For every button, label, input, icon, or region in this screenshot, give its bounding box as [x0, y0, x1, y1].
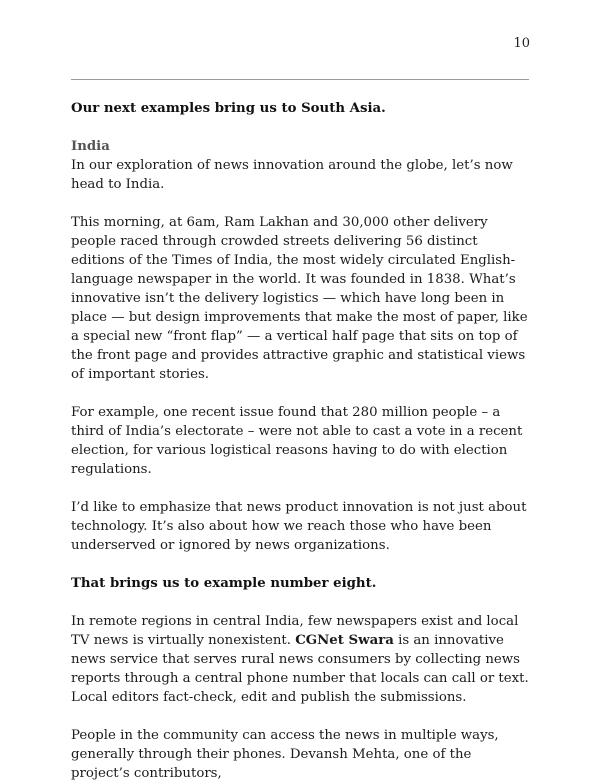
paragraph-cgnet-text-before: In remote regions in central India, few newspapers exist and local TV news is virtually nonexistent. [71, 614, 519, 648]
section-heading-south-asia: Our next examples bring us to South Asia. [71, 101, 386, 116]
paragraph-community-access: People in the community can access the news in multiple ways, generally through their phones. Devansh Mehta, one of the project’s contributors, [71, 728, 499, 781]
paragraph-cgnet-swara [71, 612, 533, 707]
page-number: 10 [513, 36, 530, 51]
cgnet-swara-name: CGNet Swara [295, 633, 394, 648]
paragraph-cgnet-text-after: is an innovative news service that serves rural news consumers by collecting news reports through a central phone number that locals can call or text. Local editors fact-check, edit and publish the submissions. [71, 633, 529, 705]
header-divider [71, 79, 529, 80]
paragraph-times-of-india: This morning, at 6am, Ram Lakhan and 30,000 other delivery people raced through crowded streets delivering 56 distinct editions of the Times of India, the most widely circulated English-language newspaper in the world. It was founded in 1838. What’s innovative isn’t the delivery logistics — which have long been in place — but design improvements that make the most of paper, like a special new “front flap” — a vertical half page that sits on top of the front page and provides attractive graphic and statistical views of important stories. [71, 215, 528, 382]
paragraph-intro: In our exploration of news innovation around the globe, let’s now head to India. [71, 158, 513, 192]
section-heading-example-eight: That brings us to example number eight. [71, 576, 377, 591]
subheading-india: India [71, 139, 110, 154]
document-body [71, 99, 533, 783]
paragraph-electorate: For example, one recent issue found that 280 million people – a third of India’s electorate – were not able to cast a vote in a recent election, for various logistical reasons having to do with election regulations. [71, 405, 523, 477]
paragraph-innovation: I’d like to emphasize that news product innovation is not just about technology. It’s also about how we reach those who have been underserved or ignored by news organizations. [71, 500, 527, 553]
